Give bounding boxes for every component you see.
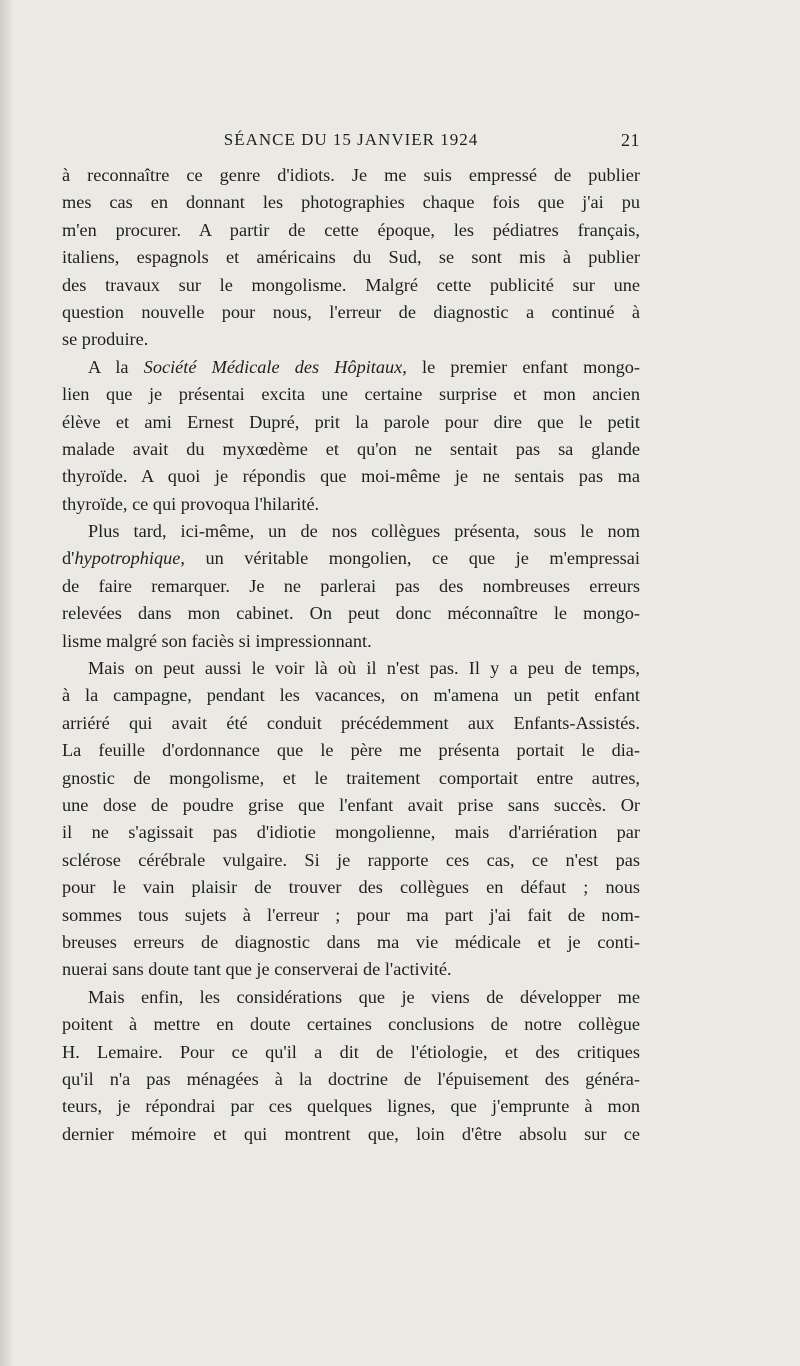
text-line: [62, 381, 640, 408]
text-line: [62, 765, 640, 792]
text-line: [62, 819, 640, 846]
text-run: élève et ami Ernest Dupré, prit la parole pour dire que le petit: [62, 411, 640, 432]
page-header: [62, 130, 640, 154]
text-run: Mais on peut aussi le voir là où il n'est pas. Il y a peu de temps,: [88, 658, 640, 679]
text-line: [62, 272, 640, 299]
text-run: m'en procurer. A partir de cette époque, les pédiatres français,: [62, 219, 640, 240]
text-line: [62, 984, 640, 1011]
text-run: à reconnaître ce genre d'idiots. Je me suis empressé de publier: [62, 165, 640, 185]
italic-run: Société Médicale des Hôpitaux: [143, 356, 403, 377]
text-run: d': [62, 548, 75, 569]
text-line: [62, 409, 640, 436]
text-run: arriéré qui avait été conduit précédemment aux Enfants-Assistés.: [62, 712, 640, 733]
text-run: A la: [88, 356, 144, 377]
paragraph: [62, 984, 640, 1148]
text-line: [62, 710, 640, 737]
text-run: lien que je présentai excita une certaine surprise et mon ancien: [62, 384, 640, 405]
text-line: [62, 737, 640, 764]
text-run: italiens, espagnols et américains du Sud, se sont mis à publier: [62, 247, 640, 268]
page-number: 21: [621, 130, 640, 150]
text-run: gnostic de mongolisme, et le traitement comportait entre autres,: [62, 767, 640, 788]
text-run: H. Lemaire. Pour ce qu'il a dit de l'étiologie, et des critiques: [62, 1041, 640, 1062]
text-run: , le premier enfant mongo-: [402, 356, 640, 377]
text-line: [62, 573, 640, 600]
text-run: , un véritable mongolien, ce que je m'empressai: [180, 548, 640, 569]
text-line: [62, 956, 640, 983]
text-line: [62, 326, 640, 353]
text-line: [62, 792, 640, 819]
text-line: [62, 162, 640, 189]
paragraph: [62, 162, 640, 354]
text-run: malade avait du myxœdème et qu'on ne sentait pas sa glande: [62, 438, 640, 459]
text-run: thyroïde, ce qui provoqua l'hilarité.: [62, 493, 320, 514]
paragraph: [62, 655, 640, 984]
text-run: qu'il n'a pas ménagées à la doctrine de l'épuisement des généra-: [62, 1068, 640, 1089]
text-run: thyroïde. A quoi je répondis que moi-même je ne sentais pas ma: [62, 466, 640, 487]
text-run: poitent à mettre en doute certaines conclusions de notre collègue: [62, 1014, 640, 1035]
text-line: [62, 491, 640, 518]
text-run: question nouvelle pour nous, l'erreur de diagnostic a continué à: [62, 301, 640, 322]
text-line: [62, 189, 640, 216]
text-run: nuerai sans doute tant que je conserverai de l'activité.: [62, 959, 452, 980]
text-line: [62, 600, 640, 627]
italic-run: hypotrophique: [74, 548, 181, 569]
text-run: lisme malgré son faciès si impressionnant.: [62, 630, 372, 651]
text-line: [62, 299, 640, 326]
text-line: [62, 929, 640, 956]
text-run: se produire.: [62, 329, 149, 350]
text-run: Mais enfin, les considérations que je viens de développer me: [88, 986, 640, 1007]
text-line: [62, 244, 640, 271]
text-run: relevées dans mon cabinet. On peut donc méconnaître le mongo-: [62, 603, 640, 624]
running-head: SÉANCE DU 15 JANVIER 1924: [223, 130, 479, 149]
text-line: [62, 217, 640, 244]
text-run: pour le vain plaisir de trouver des collègues en défaut ; nous: [62, 877, 640, 898]
text-line: [62, 682, 640, 709]
paragraph: [62, 354, 640, 518]
text-line: [62, 655, 640, 682]
body-text: [62, 162, 640, 1148]
text-run: à la campagne, pendant les vacances, on m'amena un petit enfant: [62, 685, 640, 706]
text-line: [62, 847, 640, 874]
text-run: il ne s'agissait pas d'idiotie mongolienne, mais d'arriération par: [62, 822, 640, 843]
text-run: de faire remarquer. Je ne parlerai pas des nombreuses erreurs: [62, 575, 640, 596]
text-line: [62, 874, 640, 901]
text-line: [62, 1039, 640, 1066]
paragraph: [62, 518, 640, 655]
text-line: [62, 518, 640, 545]
text-line: [62, 1093, 640, 1120]
text-line: [62, 1066, 640, 1093]
text-line: [62, 1121, 640, 1148]
text-run: dernier mémoire et qui montrent que, loin d'être absolu sur ce: [62, 1123, 640, 1144]
text-line: [62, 545, 640, 572]
text-line: [62, 463, 640, 490]
text-run: Plus tard, ici-même, un de nos collègues présenta, sous le nom: [88, 521, 640, 542]
text-run: sclérose cérébrale vulgaire. Si je rapporte ces cas, ce n'est pas: [62, 849, 640, 870]
text-run: une dose de poudre grise que l'enfant avait prise sans succès. Or: [62, 794, 640, 815]
text-line: [62, 1011, 640, 1038]
text-run: mes cas en donnant les photographies chaque fois que j'ai pu: [62, 192, 640, 213]
text-run: sommes tous sujets à l'erreur ; pour ma part j'ai fait de nom-: [62, 904, 640, 925]
text-line: [62, 436, 640, 463]
text-run: La feuille d'ordonnance que le père me présenta portait le dia-: [62, 740, 640, 761]
text-line: [62, 354, 640, 381]
text-run: breuses erreurs de diagnostic dans ma vie médicale et je conti-: [62, 931, 640, 952]
text-run: des travaux sur le mongolisme. Malgré cette publicité sur une: [62, 274, 640, 295]
page-binding-edge: [0, 0, 12, 1366]
text-run: teurs, je répondrai par ces quelques lignes, que j'emprunte à mon: [62, 1096, 640, 1117]
text-line: [62, 902, 640, 929]
text-line: [62, 628, 640, 655]
